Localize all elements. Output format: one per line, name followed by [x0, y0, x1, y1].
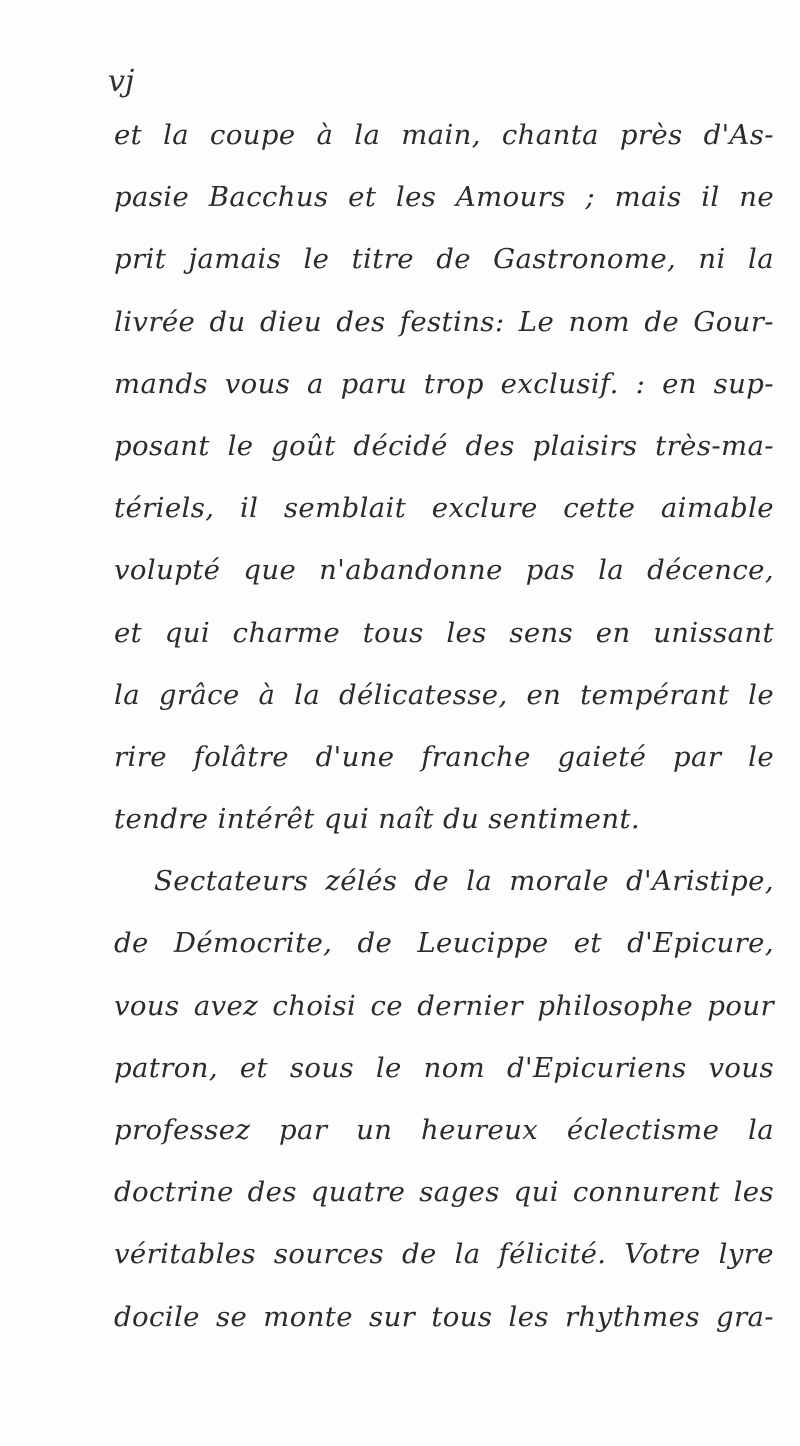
text-line: de Démocrite, de Leucippe et d'Epicure,	[114, 927, 774, 960]
text-line: et qui charme tous les sens en unissant	[114, 616, 774, 649]
text-line: véritables sources de la félicité. Votre lyre	[114, 1238, 774, 1271]
text-line: volupté que n'abandonne pas la décence,	[114, 554, 774, 587]
text-line: pasie Bacchus et les Amours ; mais il ne	[114, 181, 774, 214]
text-line: docile se monte sur tous les rhythmes gra-	[114, 1300, 774, 1333]
text-line: rire folâtre d'une franche gaieté par le	[114, 740, 774, 773]
page-number: vj	[108, 64, 135, 99]
text-line: vous avez choisi ce dernier philosophe pour	[114, 989, 774, 1022]
body-text	[114, 104, 774, 1348]
text-line: Sectateurs zélés de la morale d'Aristipe,	[154, 865, 774, 898]
text-line: prit jamais le titre de Gastronome, ni la	[114, 243, 774, 276]
text-line: et la coupe à la main, chanta près d'As-	[114, 119, 774, 151]
text-line: posant le goût décidé des plaisirs très-ma-	[114, 429, 774, 462]
text-line: doctrine des quatre sages qui connurent les	[114, 1176, 774, 1209]
text-line: mands vous a paru trop exclusif. : en sup-	[114, 367, 774, 400]
text-line: livrée du dieu des festins: Le nom de Gour-	[114, 305, 774, 338]
text-line: tendre intérêt qui naît du sentiment.	[114, 803, 641, 836]
text-line: tériels, il semblait exclure cette aimable	[114, 492, 774, 525]
text-line: patron, et sous le nom d'Epicuriens vous	[114, 1051, 774, 1084]
text-line: la grâce à la délicatesse, en tempérant le	[114, 678, 774, 711]
text-line: professez par un heureux éclectisme la	[114, 1114, 774, 1146]
